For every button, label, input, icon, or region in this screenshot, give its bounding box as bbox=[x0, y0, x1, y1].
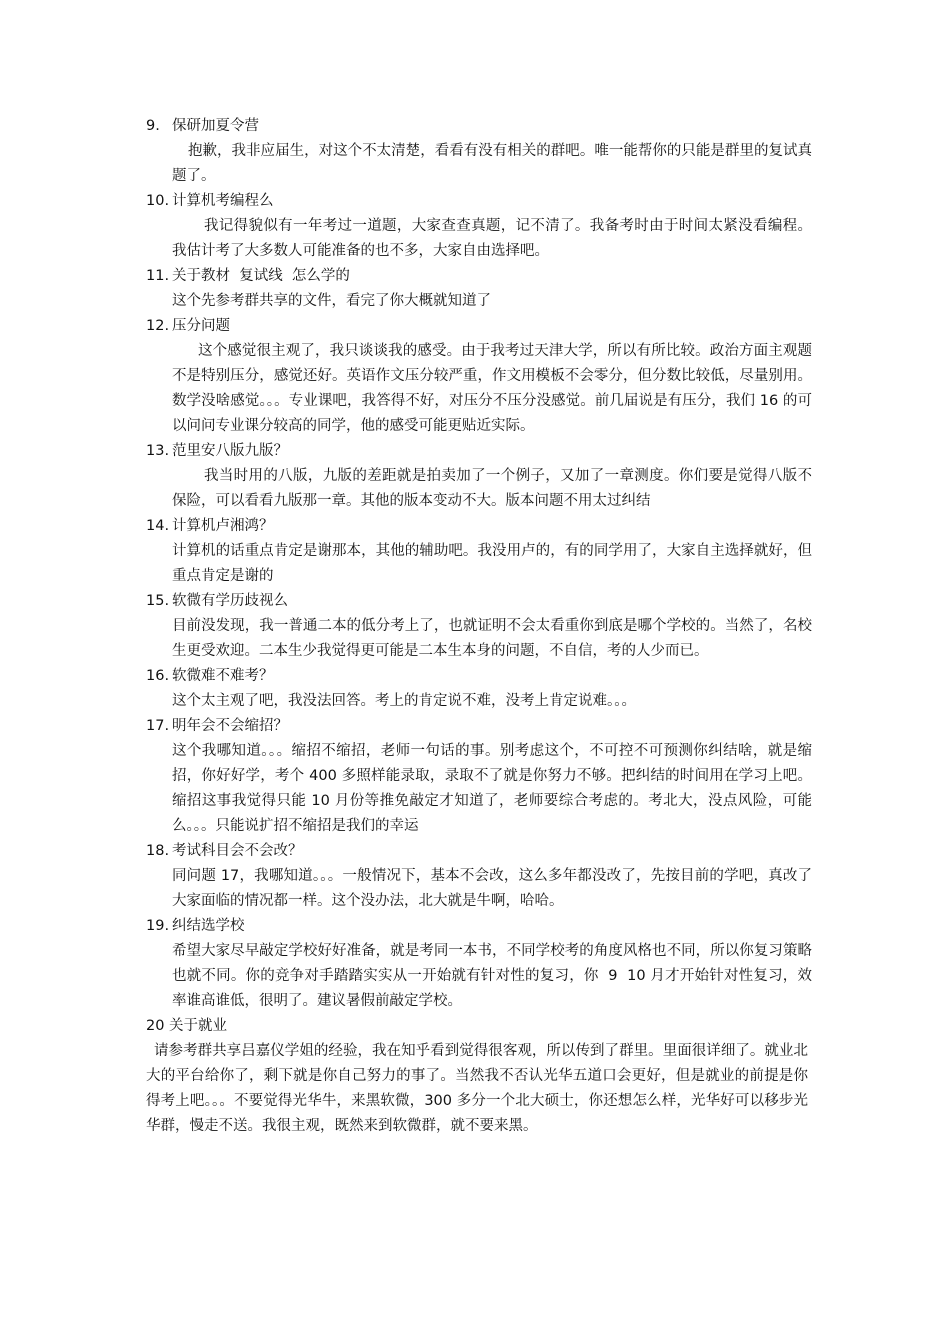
question-number: 12. bbox=[146, 318, 170, 334]
question-title: 关于教材 复试线 怎么学的 bbox=[172, 268, 350, 284]
question-number: 11. bbox=[146, 268, 170, 284]
question-number: 16. bbox=[146, 668, 170, 684]
question-number: 15. bbox=[146, 593, 170, 609]
question-number: 10. bbox=[146, 193, 170, 209]
question-title: 计算机卢湘鸿？ bbox=[172, 518, 274, 534]
faq-item-14 bbox=[146, 514, 812, 589]
question-title: 计算机考编程么 bbox=[172, 193, 274, 209]
faq-item-19 bbox=[146, 914, 812, 1014]
answer-text: 这个我哪知道。。。缩招不缩招，老师一句话的事。别考虑这个，不可控不可预测你纠结啥，就是缩招，你好好学，考个 400 多照样能录取，录取不了就是你努力不够。把纠结的时间用在学习上吧。缩招这事我觉得只能 10 月份等推免敲定才知道了，老师要综合考虑的。考北大，没点风险，可能么。。。只能说扩招不缩招是我们的幸运 bbox=[172, 743, 812, 834]
faq-item-13 bbox=[146, 439, 812, 514]
question-title: 软微有学历歧视么 bbox=[172, 593, 288, 609]
question-title: 明年会不会缩招？ bbox=[172, 718, 288, 734]
question-number: 17. bbox=[146, 718, 170, 734]
answer-text: 希望大家尽早敲定学校好好准备，就是考同一本书，不同学校考的角度风格也不同，所以你复习策略也就不同。你的竞争对手踏踏实实从一开始就有针对性的复习，你 9 10 月才开始针对性复习，效率谁高谁低，很明了。建议暑假前敲定学校。 bbox=[172, 943, 812, 1009]
faq-item-18 bbox=[146, 839, 812, 914]
faq-item-16 bbox=[146, 664, 812, 714]
question-title: 保研加夏令营 bbox=[172, 118, 259, 134]
faq-item-17 bbox=[146, 714, 812, 839]
answer-text: 这个感觉很主观了，我只谈谈我的感受。由于我考过天津大学，所以有所比较。政治方面主观题不是特别压分，感觉还好。英语作文压分较严重，作文用模板不会零分，但分数比较低，尽量别用。数学没啥感觉。。。专业课吧，我答得不好，对压分不压分没感觉。前几届说是有压分，我们 16 的可以问问专业课分较高的同学，他的感受可能更贴近实际。 bbox=[172, 343, 812, 434]
answer-text: 同问题 17，我哪知道。。。一般情况下，基本不会改，这么多年都没改了，先按目前的学吧，真改了大家面临的情况都一样。这个没办法，北大就是牛啊，哈哈。 bbox=[172, 868, 812, 909]
question-number: 13. bbox=[146, 443, 170, 459]
question-title: 20 关于就业 bbox=[146, 1018, 228, 1034]
answer-text: 抱歉，我非应届生，对这个不太清楚，看看有没有相关的群吧。唯一能帮你的只能是群里的复试真题了。 bbox=[172, 143, 812, 184]
answer-text: 这个太主观了吧，我没法回答。考上的肯定说不难，没考上肯定说难。。。 bbox=[172, 693, 636, 709]
question-number: 9. bbox=[146, 118, 160, 134]
question bbox=[146, 514, 812, 539]
faq-item-11 bbox=[146, 264, 812, 314]
faq-item-20 bbox=[146, 1014, 812, 1139]
faq-item-10 bbox=[146, 189, 812, 264]
question bbox=[146, 839, 812, 864]
question bbox=[146, 589, 812, 614]
question-number: 19. bbox=[146, 918, 170, 934]
question-number: 14. bbox=[146, 518, 170, 534]
question-title: 考试科目会不会改？ bbox=[172, 843, 303, 859]
question bbox=[146, 664, 812, 689]
faq-item-9 bbox=[146, 114, 812, 189]
question bbox=[146, 714, 812, 739]
answer-text: 请参考群共享吕嘉仪学姐的经验，我在知乎看到觉得很客观，所以传到了群里。里面很详细了。就业北大的平台给你了，剩下就是你自己努力的事了。当然我不否认光华五道口会更好，但是就业的前提是你得考上吧。。。不要觉得光华牛，来黑软微，300 多分一个北大硕士，你还想怎么样，光华好可以移步光华群，慢走不送。我很主观，既然来到软微群，就不要来黑。 bbox=[146, 1043, 808, 1134]
faq-item-15 bbox=[146, 589, 812, 664]
question bbox=[146, 189, 812, 214]
question-title: 软微难不难考？ bbox=[172, 668, 274, 684]
answer-text: 我记得貌似有一年考过一道题，大家查查真题，记不清了。我备考时由于时间太紧没看编程。我估计考了大多数人可能准备的也不多，大家自由选择吧。 bbox=[172, 218, 812, 259]
question-number: 18. bbox=[146, 843, 170, 859]
question-title: 纠结选学校 bbox=[172, 918, 245, 934]
faq-list bbox=[146, 114, 812, 1139]
answer-text: 目前没发现，我一普通二本的低分考上了，也就证明不会太看重你到底是哪个学校的。当然了，名校生更受欢迎。二本生少我觉得更可能是二本生本身的问题，不自信，考的人少而已。 bbox=[172, 618, 812, 659]
faq-item-12 bbox=[146, 314, 812, 439]
question bbox=[146, 314, 812, 339]
question bbox=[146, 914, 812, 939]
answer-text: 这个先参考群共享的文件，看完了你大概就知道了 bbox=[172, 293, 491, 309]
question-title: 范里安八版九版？ bbox=[172, 443, 288, 459]
question bbox=[146, 114, 812, 139]
answer-text: 我当时用的八版，九版的差距就是拍卖加了一个例子，又加了一章测度。你们要是觉得八版不保险，可以看看九版那一章。其他的版本变动不大。版本问题不用太过纠结 bbox=[172, 468, 812, 509]
question bbox=[146, 264, 812, 289]
question bbox=[146, 439, 812, 464]
answer-text: 计算机的话重点肯定是谢那本，其他的辅助吧。我没用卢的，有的同学用了，大家自主选择就好，但重点肯定是谢的 bbox=[172, 543, 812, 584]
question-title: 压分问题 bbox=[172, 318, 230, 334]
